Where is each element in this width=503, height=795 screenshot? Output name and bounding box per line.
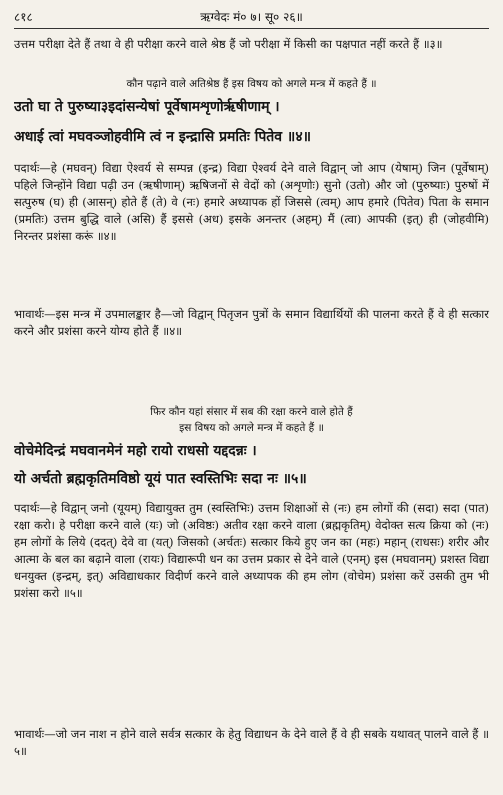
- mantra-4-line-2: अधाई त्वां मघवञ्जोहवीमि त्वं न इन्द्रासि प्रमतिः पितेव ॥४॥: [14, 129, 311, 145]
- bhavartha-4: भावार्थः—इस मन्त्र में उपमालङ्कार है—जो विद्वान् पितृजन पुत्रों के समान विद्यार्थियों की पालना करते हैं वे ही सत्कार करने और प्रशंसा करने योग्य होते हैं ॥४॥: [14, 307, 489, 338]
- mantra-5-line-2: यो अर्चतो ब्रह्मकृतिमविष्ठो यूयं पात स्वस्तिभिः सदा नः ॥५॥: [14, 471, 307, 487]
- context-line-5b: इस विषय को अगले मन्त्र में कहते हैं ॥: [179, 422, 324, 434]
- header-rule: [14, 28, 489, 29]
- mantra-4-line-1: उतो घा ते पुरुष्या३इदांसन्येषां पूर्वेषामशृणोर्ऋषीणाम् ।: [14, 99, 280, 115]
- context-line-5a: फिर कौन यहां संसार में सब की रक्षा करने वाले होते हैं: [150, 406, 353, 418]
- padartha-5: पदार्थः—हे विद्वान् जनो (यूयम्) विद्यायुक्त तुम (स्वस्तिभिः) उत्तम शिक्षाओं से (नः) हम लोगों की (सदा) सदा (पात) रक्षा करो। हे परीक्षा करने वाले (यः) जो (अविष्ठः) अतीव रक्षा करने वाला (ब्रह्मकृतिम्) वेदोक्त सत्य क्रिया को (नः) हम लोगों के लिये (ददत्) देवे वा (यत्) जिसको (अर्चतः) सत्कार किये हुए जन का (महः) महान् (राधसः) शरीर और आत्मा के बल का बढ़ाने वाला (रायः) विद्यारूपी धन का उत्तम प्रकार से देने वाले (एनम्) इस (मघवानम्) प्रशस्त विद्या धनयुक्त (इन्द्रम्, इत्) अविद्याधकार विदीर्ण करने वाले अध्यापक की हम लोग (वोचेम) प्रशंसा करें उसकी तुम भी प्रशंसा करो ॥५॥: [14, 501, 489, 600]
- padartha-4: पदार्थः—हे (मघवन्) विद्या ऐश्वर्य से सम्पन्न (इन्द्र) विद्या ऐश्वर्य देने वाले विद्वान् जो आप (येषाम्) जिन (पूर्वेषाम्) पहिले जिन्होंने विद्या पढ़ी उन (ऋषीणाम्) ऋषिजनों से वेदों को (अशृणोः) सुनो (उतो) और जो (पुरुष्याः) पुरुषों में सत्पुरुष (घ) ही (आसन्) होते हैं (ते) वे (नः) हमारे अध्यापक हों जिससे (त्वम्) आप हमारे (पितेव) पिता के समान (प्रमतिः) उत्तम बुद्धि वाले (असि) हैं इससे (अध) इसके अनन्तर (अहम्) मैं (त्वा) आपकी (इत्) ही (जोहवीमि) निरन्तर प्रशंसा करूं ॥४॥: [14, 161, 489, 243]
- context-line-4: कौन पढ़ाने वाले अतिश्रेष्ठ हैं इस विषय को अगले मन्त्र में कहते हैं ॥: [126, 78, 377, 90]
- bhavartha-5: भावार्थः—जो जन नाश न होने वाले सर्वत्र सत्कार के हेतु विद्याधन के देने वाले हैं वे ही सबके यथावत् पालने वाले हैं ॥५॥: [14, 727, 489, 758]
- running-title: ऋग्वेदः मं० ७। सू० २६॥: [200, 10, 303, 24]
- page-header: [14, 8, 489, 28]
- intro-tail-paragraph: उत्तम परीक्षा देते हैं तथा वे ही परीक्षा करने वाले श्रेष्ठ हैं जो परीक्षा में किसी का पक्षपात नहीं करते हैं ॥३॥: [14, 37, 443, 51]
- mantra-5-line-1: वोचेमेदिन्द्रं मघवानमेनं महो रायो राधसो यद्ददन्नः ।: [14, 443, 257, 459]
- page-number: ८१८: [14, 10, 33, 24]
